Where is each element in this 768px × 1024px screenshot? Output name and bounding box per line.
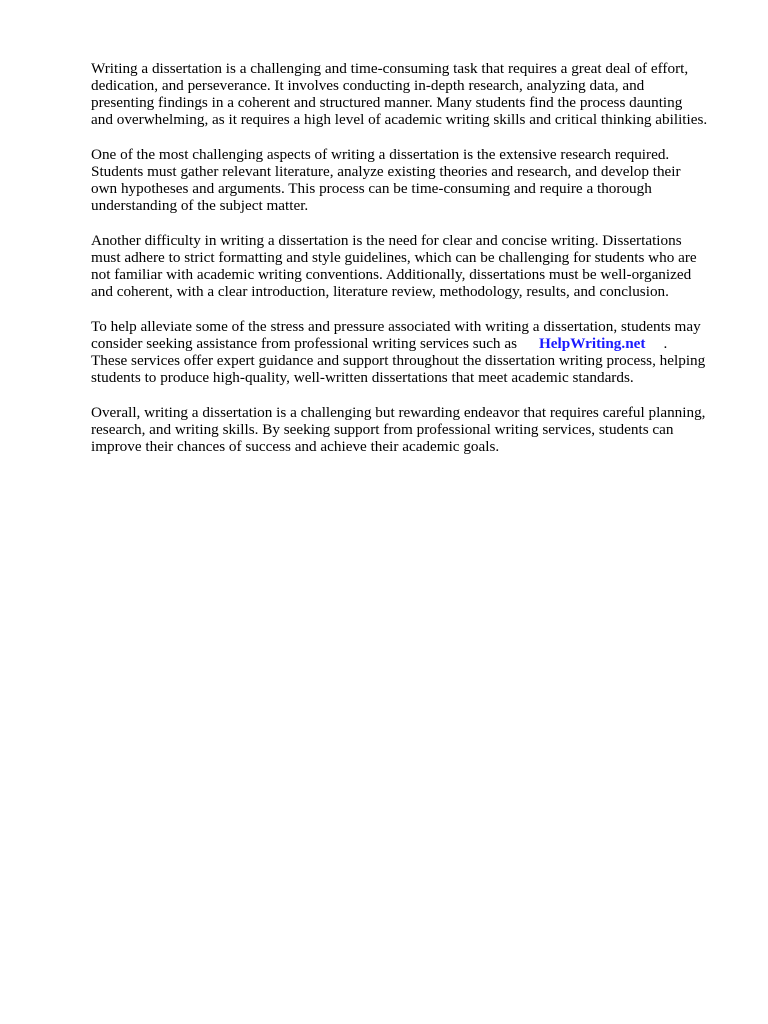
text-line: dedication, and perseverance. It involves conducting in-depth research, analyzing data, and	[91, 77, 645, 94]
text-line: research, and writing skills. By seeking support from professional writing services, students can	[91, 421, 674, 438]
text-line: Another difficulty in writing a dissertation is the need for clear and concise writing. Dissertations	[91, 232, 682, 249]
text-line: own hypotheses and arguments. This process can be time-consuming and require a thorough	[91, 180, 652, 197]
text-line: students to produce high-quality, well-written dissertations that meet academic standards.	[91, 369, 634, 386]
text-segment: consider seeking assistance from professional writing services such as	[91, 335, 517, 352]
paragraph-intro	[91, 60, 731, 128]
text-line: Students must gather relevant literature, analyze existing theories and research, and develop their	[91, 163, 681, 180]
text-line: Overall, writing a dissertation is a challenging but rewarding endeavor that requires careful planning,	[91, 404, 706, 421]
text-line: presenting findings in a coherent and structured manner. Many students find the process daunting	[91, 94, 683, 111]
text-line: To help alleviate some of the stress and pressure associated with writing a dissertation, students may	[91, 318, 701, 335]
paragraph-conclusion	[91, 404, 731, 455]
text-line: and coherent, with a clear introduction, literature review, methodology, results, and conclusion.	[91, 283, 669, 300]
text-line: Writing a dissertation is a challenging and time-consuming task that requires a great deal of effort,	[91, 60, 689, 77]
text-line: must adhere to strict formatting and style guidelines, which can be challenging for students who are	[91, 249, 697, 266]
text-line: improve their chances of success and achieve their academic goals.	[91, 438, 500, 455]
text-line: One of the most challenging aspects of writing a dissertation is the extensive research required.	[91, 146, 670, 163]
text-line-with-link	[91, 335, 731, 352]
paragraph-assistance	[91, 318, 731, 386]
text-line: understanding of the subject matter.	[91, 197, 309, 214]
text-line: These services offer expert guidance and support throughout the dissertation writing process, helping	[91, 352, 706, 369]
paragraph-writing	[91, 232, 731, 300]
document-body	[91, 60, 731, 473]
helpwriting-link[interactable]: HelpWriting.net	[538, 335, 646, 352]
paragraph-research	[91, 146, 731, 214]
text-line: not familiar with academic writing conventions. Additionally, dissertations must be well-organized	[91, 266, 692, 283]
text-line: and overwhelming, as it requires a high level of academic writing skills and critical thinking abilities.	[91, 111, 708, 128]
text-segment: .	[663, 335, 668, 352]
